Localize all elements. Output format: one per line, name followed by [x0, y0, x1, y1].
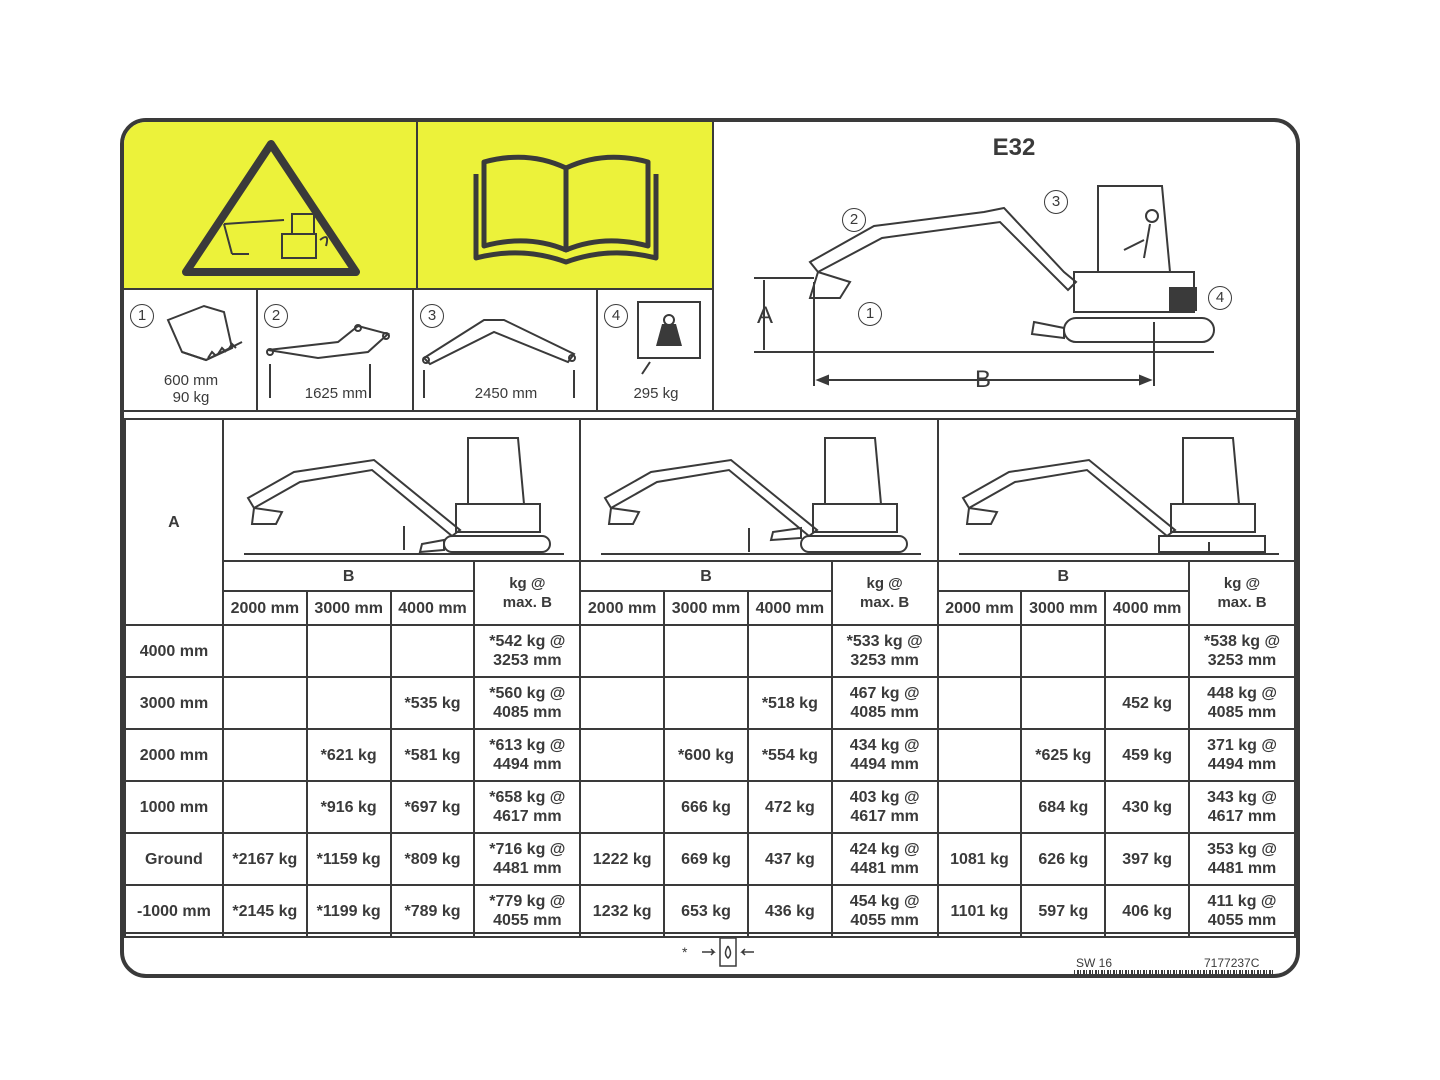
- max-reach-cell: 411 kg @ 4055 mm: [1189, 885, 1295, 937]
- load-cell: *600 kg: [664, 729, 748, 781]
- col-4000-3: 4000 mm: [1105, 591, 1189, 625]
- load-cell: [664, 625, 748, 677]
- bucket-width: 600 mm: [163, 372, 219, 389]
- load-cell: [580, 781, 664, 833]
- col-3000-2: 3000 mm: [664, 591, 748, 625]
- load-cell: [580, 625, 664, 677]
- max-reach-cell: 343 kg @ 4617 mm: [1189, 781, 1295, 833]
- open-book-icon: [418, 122, 714, 290]
- col-4000-2: 4000 mm: [748, 591, 832, 625]
- load-cell: *518 kg: [748, 677, 832, 729]
- load-cell: [223, 677, 307, 729]
- load-cell: *625 kg: [1021, 729, 1105, 781]
- table-row: [125, 625, 1295, 677]
- load-cell: 406 kg: [1105, 885, 1189, 937]
- config-blade-down: [223, 419, 580, 561]
- load-cell: [1021, 677, 1105, 729]
- excavator-blade-up-icon: [581, 420, 937, 558]
- load-cell: 1101 kg: [938, 885, 1022, 937]
- load-cell: 684 kg: [1021, 781, 1105, 833]
- row-height-label: -1000 mm: [125, 885, 223, 937]
- load-cell: *621 kg: [307, 729, 391, 781]
- load-cell: *581 kg: [391, 729, 475, 781]
- max-reach-cell: *538 kg @ 3253 mm: [1189, 625, 1295, 677]
- component-number-1: 1: [130, 304, 154, 328]
- load-chart-decal: [120, 118, 1300, 978]
- counterweight-weight: 295 kg: [633, 385, 679, 402]
- load-cell: *789 kg: [391, 885, 475, 937]
- footer-strip: [124, 932, 1300, 978]
- load-cell: *1199 kg: [307, 885, 391, 937]
- arm-length: 1625 mm: [304, 385, 368, 402]
- footer-star: *: [682, 944, 688, 960]
- max-reach-cell: 467 kg @ 4085 mm: [832, 677, 938, 729]
- excavator-side-view-icon: [714, 122, 1300, 412]
- load-cell: *554 kg: [748, 729, 832, 781]
- height-a-header: A: [125, 419, 223, 625]
- boom-length: 2450 mm: [474, 385, 538, 402]
- part-number: 7177237C: [1204, 956, 1260, 970]
- max-reach-cell: 424 kg @ 4481 mm: [832, 833, 938, 885]
- load-cell: [580, 729, 664, 781]
- row-height-label: 3000 mm: [125, 677, 223, 729]
- load-cell: [938, 781, 1022, 833]
- max-reach-cell: 353 kg @ 4481 mm: [1189, 833, 1295, 885]
- load-cell: [223, 729, 307, 781]
- component-bucket: [124, 290, 258, 412]
- max-reach-cell: 371 kg @ 4494 mm: [1189, 729, 1295, 781]
- load-cell: [748, 625, 832, 677]
- row-height-label: Ground: [125, 833, 223, 885]
- model-title: E32: [992, 134, 1036, 161]
- table-row: [125, 781, 1295, 833]
- col-3000-1: 3000 mm: [307, 591, 391, 625]
- max-header-3: kg @ max. B: [1189, 561, 1295, 625]
- dimension-a-label: A: [756, 302, 773, 329]
- row-height-label: 4000 mm: [125, 625, 223, 677]
- load-capacity-table: [124, 418, 1296, 938]
- sw-code: SW 16: [1076, 956, 1113, 970]
- component-counterweight: [598, 290, 714, 412]
- config-stabilized: [938, 419, 1295, 561]
- load-cell: [938, 625, 1022, 677]
- load-cell: 669 kg: [664, 833, 748, 885]
- load-cell: *2167 kg: [223, 833, 307, 885]
- manual-panel: [418, 122, 714, 290]
- max-reach-cell: *560 kg @ 4085 mm: [474, 677, 580, 729]
- component-number-3: 3: [420, 304, 444, 328]
- load-cell: 459 kg: [1105, 729, 1189, 781]
- config-blade-up: [580, 419, 937, 561]
- max-reach-cell: 448 kg @ 4085 mm: [1189, 677, 1295, 729]
- load-cell: 1232 kg: [580, 885, 664, 937]
- component-arm: [258, 290, 414, 412]
- max-reach-cell: 454 kg @ 4055 mm: [832, 885, 938, 937]
- load-cell: 1081 kg: [938, 833, 1022, 885]
- col-2000-1: 2000 mm: [223, 591, 307, 625]
- max-reach-cell: *658 kg @ 4617 mm: [474, 781, 580, 833]
- load-table-body: [125, 625, 1295, 937]
- row-height-label: 2000 mm: [125, 729, 223, 781]
- component-number-2: 2: [264, 304, 288, 328]
- table-row: [125, 729, 1295, 781]
- model-diagram: [714, 122, 1300, 412]
- component-number-4: 4: [604, 304, 628, 328]
- max-reach-cell: 403 kg @ 4617 mm: [832, 781, 938, 833]
- bucket-weight: 90 kg: [172, 389, 210, 406]
- load-cell: 1222 kg: [580, 833, 664, 885]
- load-cell: [223, 781, 307, 833]
- warning-triangle-icon: [124, 122, 418, 290]
- load-cell: 597 kg: [1021, 885, 1105, 937]
- max-header-2: kg @ max. B: [832, 561, 938, 625]
- col-2000-3: 2000 mm: [938, 591, 1022, 625]
- load-cell: 653 kg: [664, 885, 748, 937]
- load-cell: [664, 677, 748, 729]
- load-cell: 437 kg: [748, 833, 832, 885]
- max-header-1: kg @ max. B: [474, 561, 580, 625]
- load-cell: 436 kg: [748, 885, 832, 937]
- load-cell: [307, 677, 391, 729]
- load-cell: 452 kg: [1105, 677, 1189, 729]
- load-cell: *1159 kg: [307, 833, 391, 885]
- hydraulic-symbol-icon: [698, 934, 758, 974]
- load-cell: 666 kg: [664, 781, 748, 833]
- load-cell: *697 kg: [391, 781, 475, 833]
- load-cell: [307, 625, 391, 677]
- b-header-1: B: [223, 561, 475, 591]
- excavator-stabilized-icon: [939, 420, 1295, 558]
- col-4000-1: 4000 mm: [391, 591, 475, 625]
- diagram-callout-2: 2: [842, 208, 866, 232]
- col-2000-2: 2000 mm: [580, 591, 664, 625]
- table-row: [125, 677, 1295, 729]
- diagram-callout-3: 3: [1044, 190, 1068, 214]
- diagram-callout-1: 1: [858, 302, 882, 326]
- max-reach-cell: *716 kg @ 4481 mm: [474, 833, 580, 885]
- table-row: [125, 885, 1295, 937]
- component-boom: [414, 290, 598, 412]
- load-cell: 626 kg: [1021, 833, 1105, 885]
- load-cell: 430 kg: [1105, 781, 1189, 833]
- load-cell: [391, 625, 475, 677]
- warning-panel: [124, 122, 418, 290]
- barcode: [1074, 970, 1274, 976]
- load-cell: [1021, 625, 1105, 677]
- load-cell: *2145 kg: [223, 885, 307, 937]
- excavator-blade-down-icon: [224, 420, 580, 558]
- col-3000-3: 3000 mm: [1021, 591, 1105, 625]
- load-cell: *535 kg: [391, 677, 475, 729]
- table-row: [125, 833, 1295, 885]
- load-cell: [580, 677, 664, 729]
- max-reach-cell: *533 kg @ 3253 mm: [832, 625, 938, 677]
- b-header-2: B: [580, 561, 832, 591]
- max-reach-cell: *542 kg @ 3253 mm: [474, 625, 580, 677]
- b-header-3: B: [938, 561, 1190, 591]
- max-reach-cell: *779 kg @ 4055 mm: [474, 885, 580, 937]
- load-cell: [938, 677, 1022, 729]
- load-cell: [938, 729, 1022, 781]
- load-cell: [1105, 625, 1189, 677]
- dimension-b-label: B: [974, 366, 991, 393]
- row-height-label: 1000 mm: [125, 781, 223, 833]
- load-cell: *809 kg: [391, 833, 475, 885]
- load-cell: *916 kg: [307, 781, 391, 833]
- load-cell: 472 kg: [748, 781, 832, 833]
- load-cell: [223, 625, 307, 677]
- load-cell: 397 kg: [1105, 833, 1189, 885]
- max-reach-cell: *613 kg @ 4494 mm: [474, 729, 580, 781]
- diagram-callout-4: 4: [1208, 286, 1232, 310]
- max-reach-cell: 434 kg @ 4494 mm: [832, 729, 938, 781]
